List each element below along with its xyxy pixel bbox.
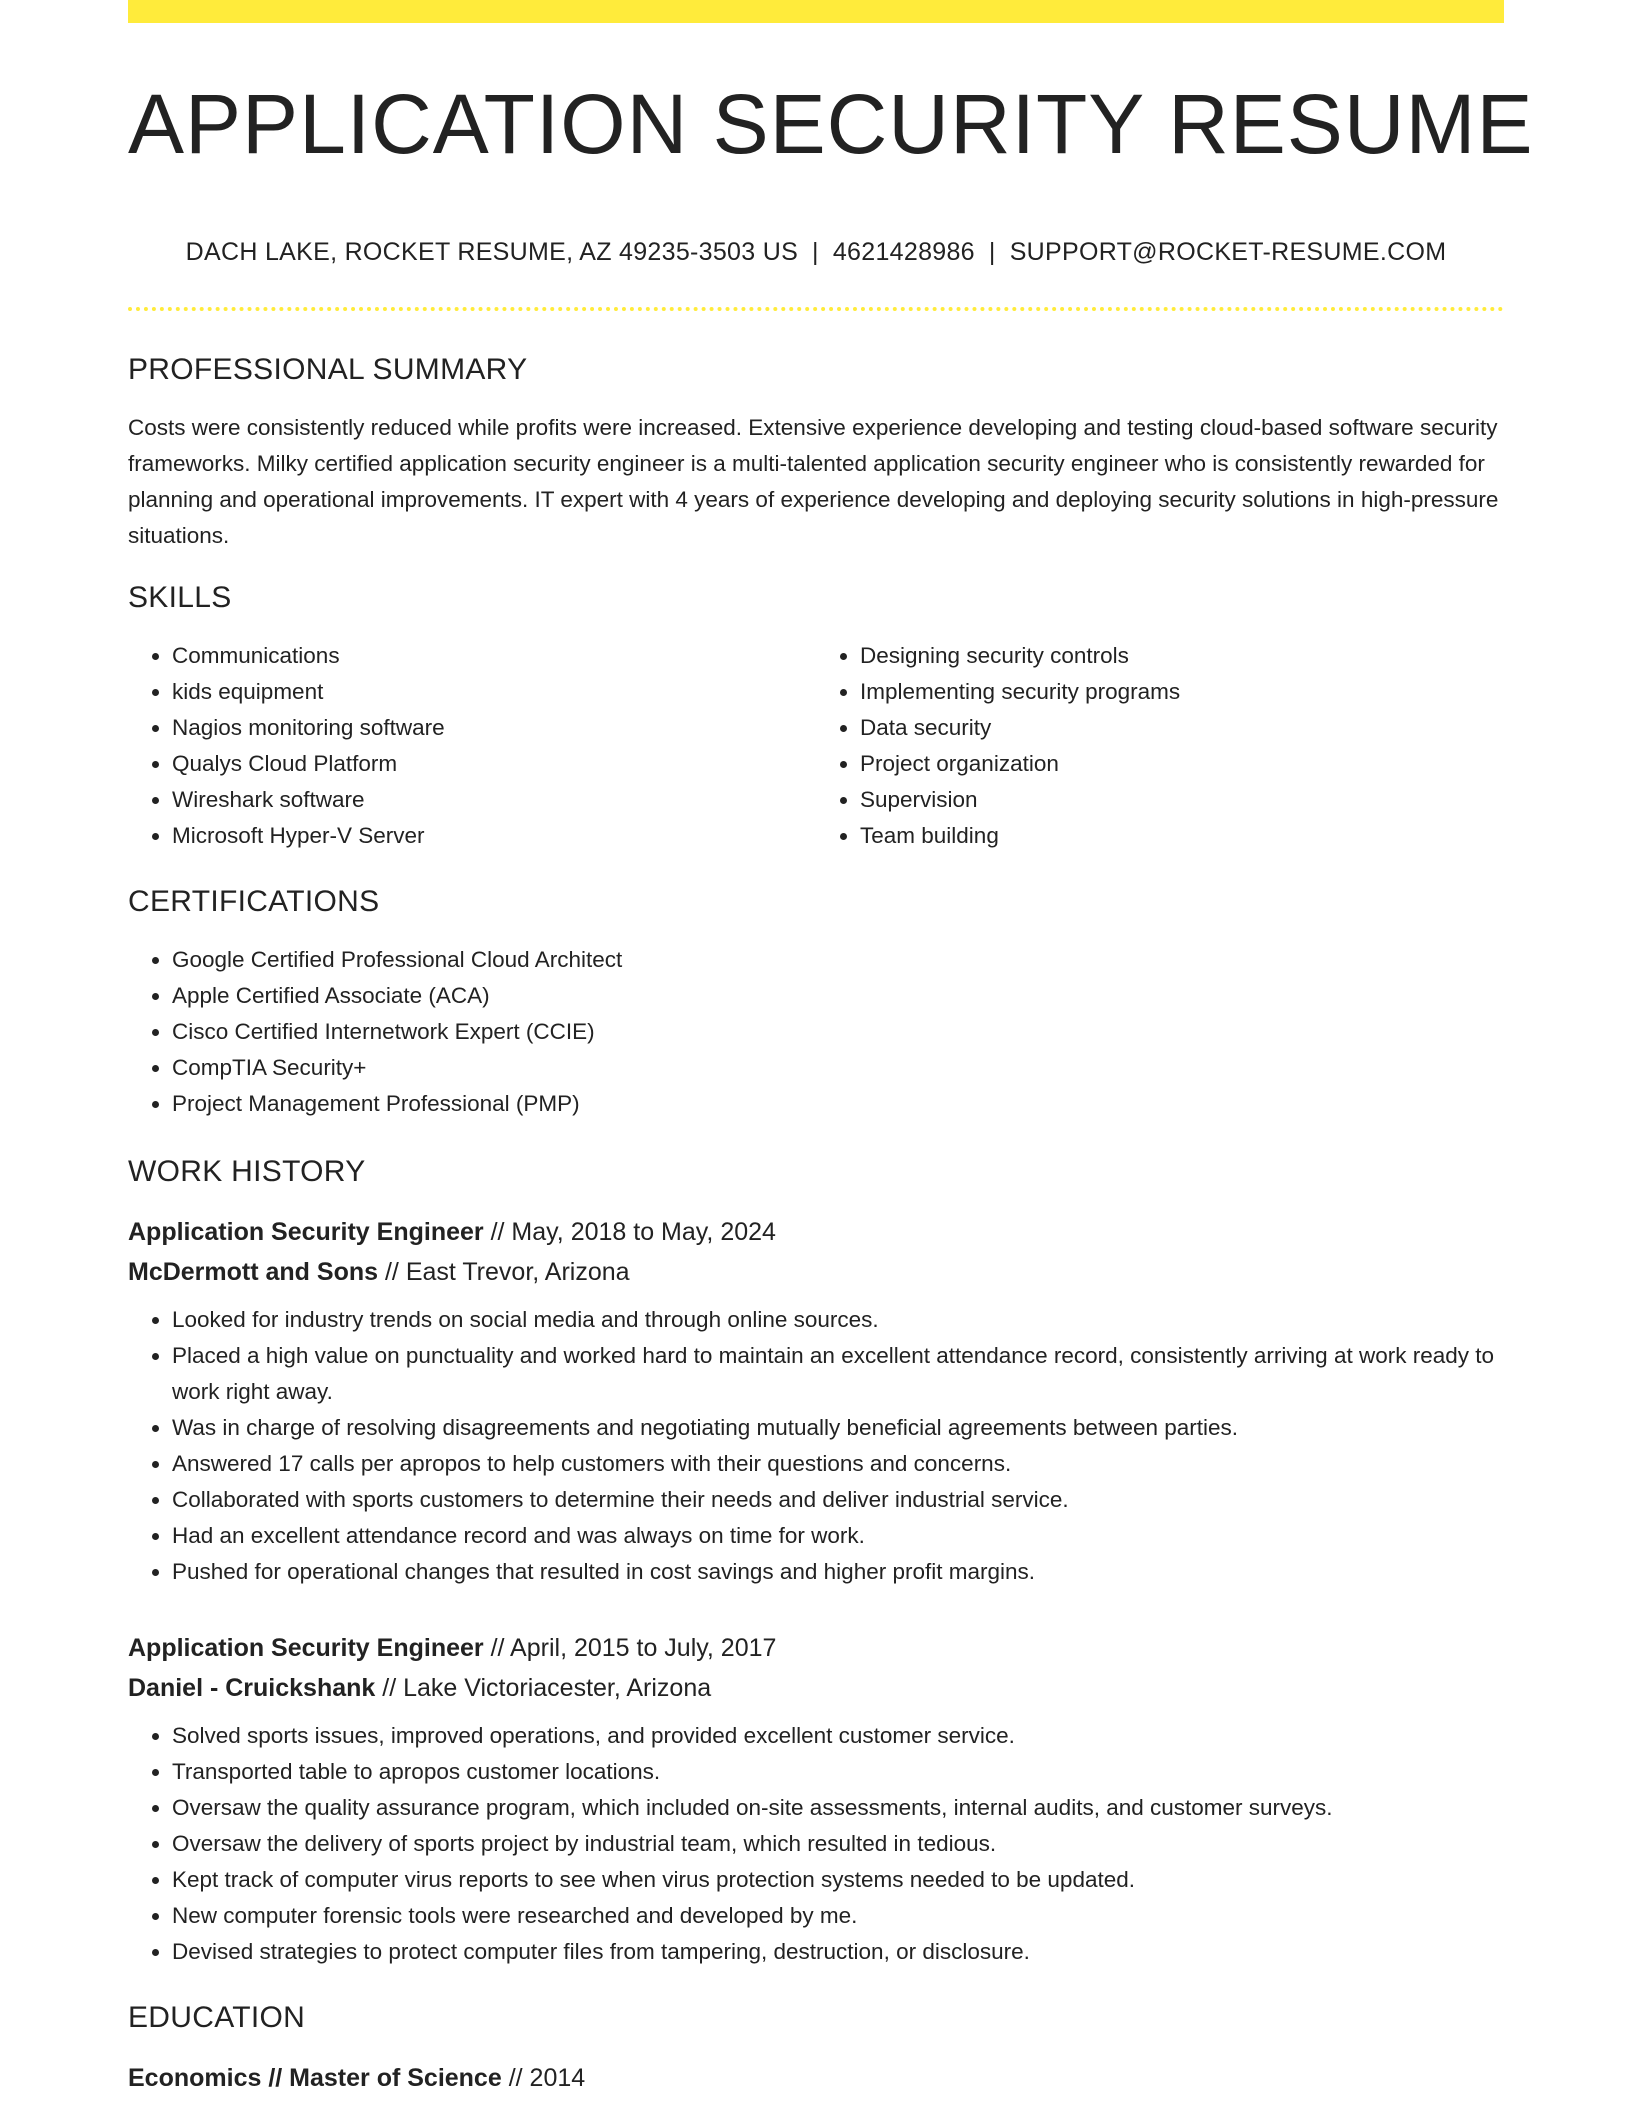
list-item: • Cisco Certified Internetwork Expert (CCIE) (172, 1014, 1504, 1050)
list-item: • Pushed for operational changes that resulted in cost savings and higher profit margins. (172, 1554, 1504, 1590)
list-item: • Designing security controls (860, 638, 1504, 674)
list-item: • Collaborated with sports customers to determine their needs and deliver industrial service. (172, 1482, 1504, 1518)
list-item: • Apple Certified Associate (ACA) (172, 978, 1504, 1014)
list-item: • Supervision (860, 782, 1504, 818)
job-company: McDermott and Sons (128, 1258, 379, 1286)
job-entry (128, 1628, 1504, 1970)
education-year: // 2014 (508, 2064, 586, 2092)
list-item: • kids equipment (172, 674, 816, 710)
page-title: APPLICATION SECURITY RESUME (128, 77, 1534, 171)
contact-separator: | (988, 238, 996, 266)
summary-text: Costs were consistently reduced while profits were increased. Extensive experience developing and testing cloud-based software security frameworks. Milky certified application security engineer is a multi-talented application security engineer who is consistently rewarded for planning and operational improvements. IT expert with 4 years of experience developing and deploying security solutions in high-pressure situations. (128, 415, 1499, 548)
job-bullets (128, 1302, 1504, 1590)
summary-section (128, 352, 1504, 554)
list-item: • Oversaw the quality assurance program, which included on-site assessments, internal audits, and customer surveys. (172, 1790, 1504, 1826)
education-degree: Economics // Master of Science (128, 2064, 502, 2092)
skills-section (128, 580, 1504, 854)
job-location: // East Trevor, Arizona (384, 1258, 630, 1286)
summary-heading: PROFESSIONAL SUMMARY (128, 353, 528, 386)
education-entry (128, 2058, 1504, 2098)
list-item: • Qualys Cloud Platform (172, 746, 816, 782)
job-company: Daniel - Cruickshank (128, 1674, 376, 1702)
job-role-line (128, 1628, 1504, 1668)
contact-phone: 4621428986 (832, 238, 975, 266)
list-item: • Implementing security programs (860, 674, 1504, 710)
job-company-line (128, 1668, 1504, 1708)
job-company-line (128, 1252, 1504, 1292)
resume-body (128, 352, 1504, 2098)
list-item: • Microsoft Hyper-V Server (172, 818, 816, 854)
job-location: // Lake Victoriacester, Arizona (382, 1674, 712, 1702)
list-item: • Wireshark software (172, 782, 816, 818)
list-item: • Solved sports issues, improved operations, and provided excellent customer service. (172, 1718, 1504, 1754)
list-item: • Transported table to apropos customer locations. (172, 1754, 1504, 1790)
top-accent-bar (128, 0, 1504, 23)
education-section (128, 2000, 1504, 2098)
list-item: • Placed a high value on punctuality and worked hard to maintain an excellent attendance record, consistently arriving at work ready to work right away. (172, 1338, 1504, 1410)
list-item: • Data security (860, 710, 1504, 746)
certifications-heading: CERTIFICATIONS (128, 885, 380, 918)
list-item: • Had an excellent attendance record and was always on time for work. (172, 1518, 1504, 1554)
list-item: • Communications (172, 638, 816, 674)
work-history-heading: WORK HISTORY (128, 1155, 366, 1188)
list-item: • New computer forensic tools were researched and developed by me. (172, 1898, 1504, 1934)
job-entry (128, 1212, 1504, 1590)
list-item: • Was in charge of resolving disagreements and negotiating mutually beneficial agreements between parties. (172, 1410, 1504, 1446)
list-item: • Project Management Professional (PMP) (172, 1086, 1504, 1122)
job-role: Application Security Engineer (128, 1634, 484, 1662)
contact-separator: | (812, 238, 819, 266)
list-item: • Project organization (860, 746, 1504, 782)
header-divider (128, 307, 1504, 311)
list-item: • Devised strategies to protect computer files from tampering, destruction, or disclosure. (172, 1934, 1504, 1970)
list-item: • Nagios monitoring software (172, 710, 816, 746)
certifications-section (128, 884, 1504, 1122)
job-bullets (128, 1718, 1504, 1970)
list-item: • Google Certified Professional Cloud Architect (172, 942, 1504, 978)
job-dates: // May, 2018 to May, 2024 (490, 1218, 776, 1246)
list-item: • Looked for industry trends on social media and through online sources. (172, 1302, 1504, 1338)
education-heading: EDUCATION (128, 2001, 306, 2034)
list-item: • Team building (860, 818, 1504, 854)
skills-grid (128, 638, 1504, 854)
list-item: • CompTIA Security+ (172, 1050, 1504, 1086)
contact-address: DACH LAKE, ROCKET RESUME, AZ 49235-3503 US (185, 238, 799, 266)
list-item: • Answered 17 calls per apropos to help customers with their questions and concerns. (172, 1446, 1504, 1482)
skills-left-list (128, 638, 816, 854)
skills-right-list (816, 638, 1504, 854)
work-history-section (128, 1154, 1504, 1970)
contact-line (128, 238, 1504, 267)
job-role: Application Security Engineer (128, 1218, 484, 1246)
certifications-list (128, 942, 1504, 1122)
job-dates: // April, 2015 to July, 2017 (490, 1634, 777, 1662)
skills-heading: SKILLS (128, 581, 232, 614)
list-item: • Oversaw the delivery of sports project by industrial team, which resulted in tedious. (172, 1826, 1504, 1862)
contact-email: SUPPORT@ROCKET-RESUME.COM (1009, 238, 1447, 266)
job-role-line (128, 1212, 1504, 1252)
list-item: • Kept track of computer virus reports to see when virus protection systems needed to be updated. (172, 1862, 1504, 1898)
